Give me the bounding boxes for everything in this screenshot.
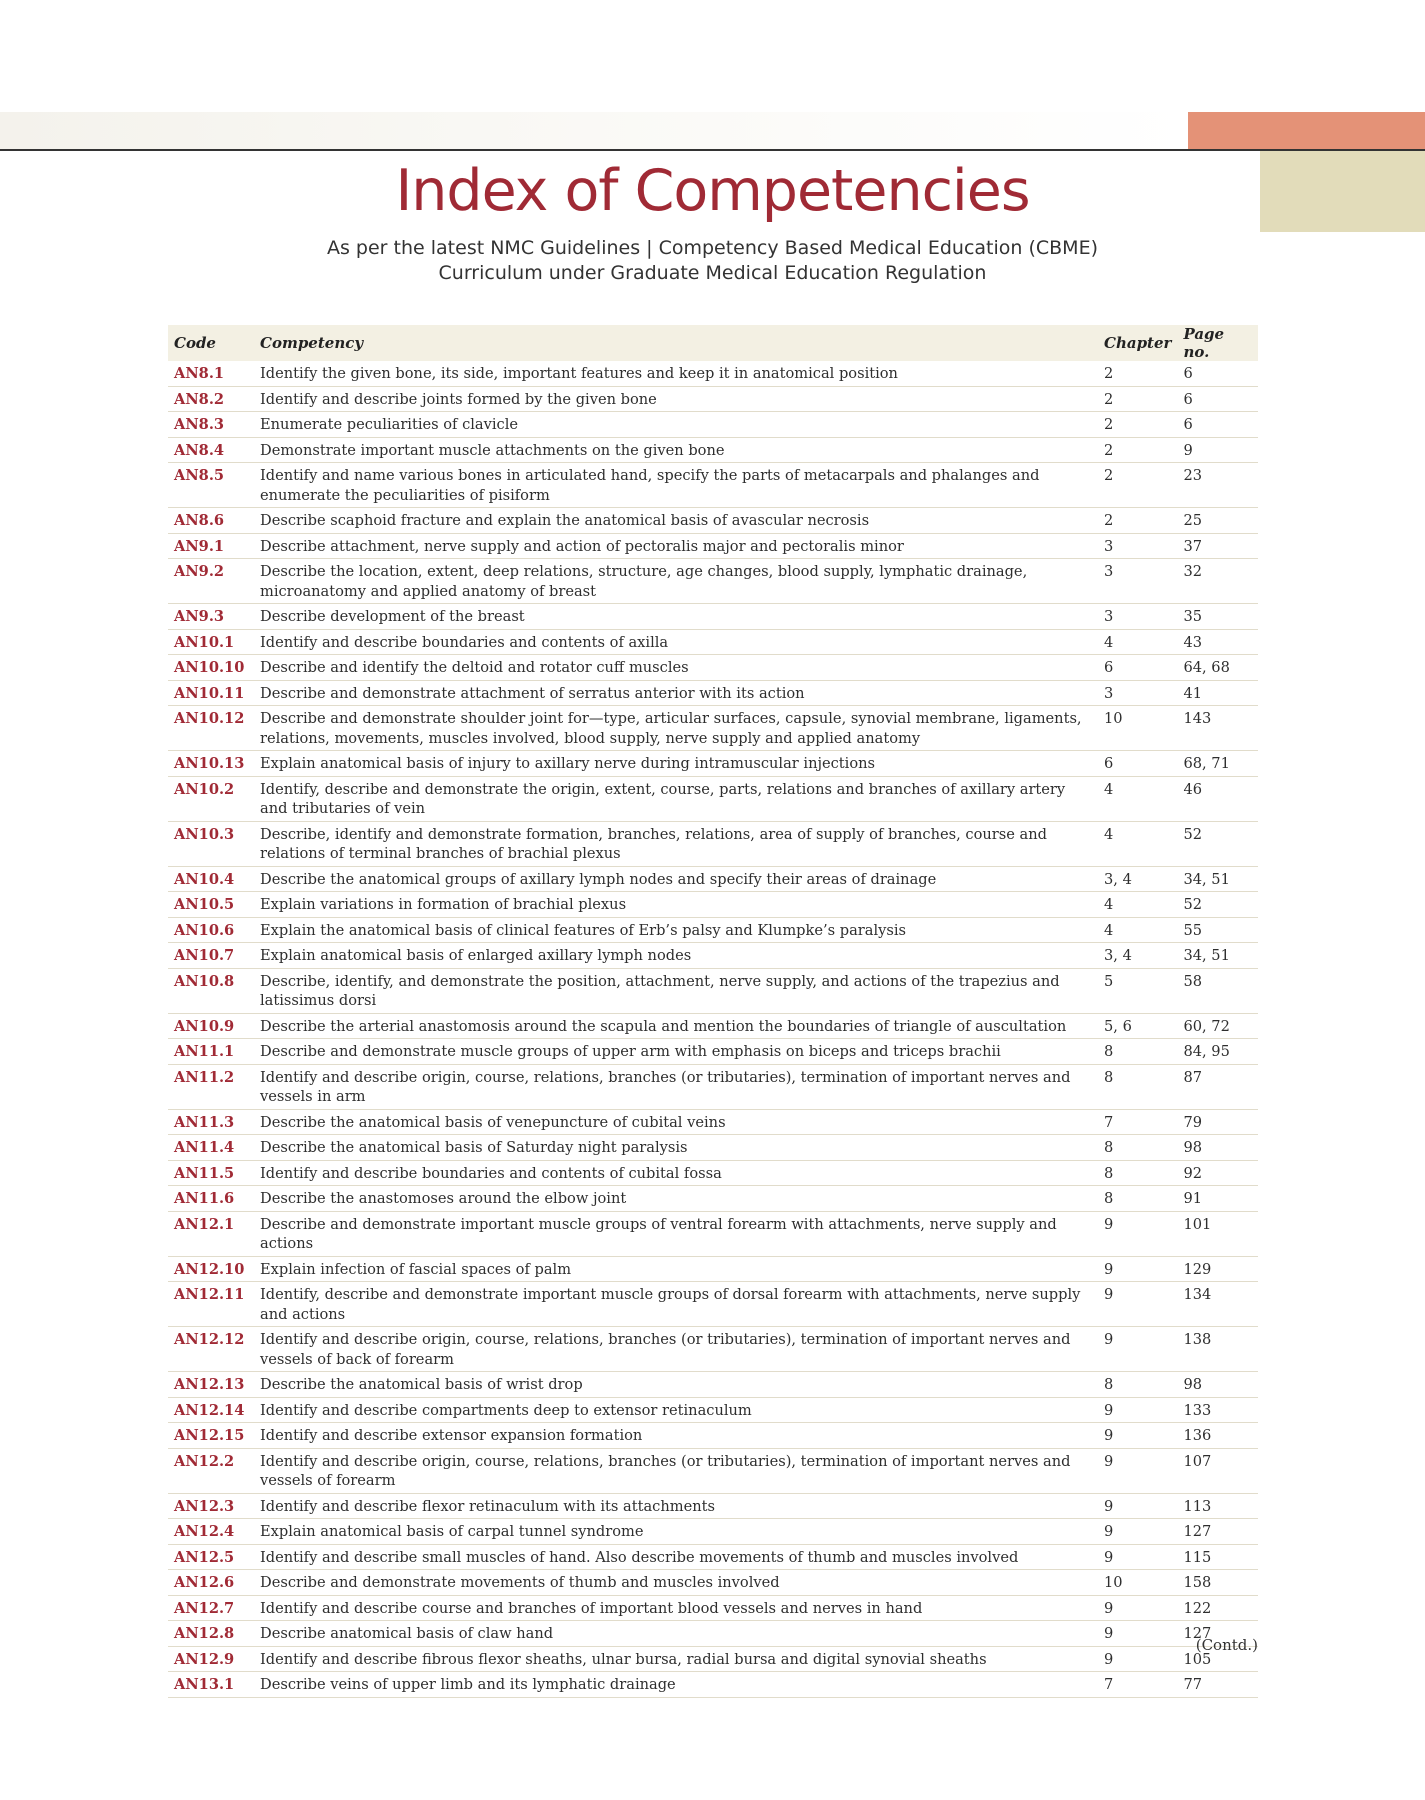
row-page: 55 (1177, 917, 1258, 943)
row-chapter: 3, 4 (1098, 866, 1177, 892)
table-row (168, 1039, 1258, 1065)
row-code: AN10.4 (168, 866, 254, 892)
row-page: 77 (1177, 1672, 1258, 1698)
row-competency: Describe the anatomical basis of venepuncture of cubital veins (254, 1109, 1098, 1135)
row-competency: Explain variations in formation of brachial plexus (254, 892, 1098, 918)
row-chapter: 9 (1098, 1595, 1177, 1621)
row-chapter: 9 (1098, 1256, 1177, 1282)
table-row (168, 1186, 1258, 1212)
row-code: AN9.2 (168, 559, 254, 604)
row-competency: Describe scaphoid fracture and explain the anatomical basis of avascular necrosis (254, 508, 1098, 534)
row-competency: Describe the arterial anastomosis around the scapula and mention the boundaries of triangle of auscultation (254, 1013, 1098, 1039)
table-row (168, 386, 1258, 412)
row-page: 127 (1177, 1519, 1258, 1545)
table-row (168, 1493, 1258, 1519)
row-code: AN10.5 (168, 892, 254, 918)
row-competency: Identify and describe joints formed by the given bone (254, 386, 1098, 412)
subtitle-line-1: As per the latest NMC Guidelines | Competency Based Medical Education (CBME) (327, 237, 1098, 259)
table-row (168, 1013, 1258, 1039)
row-competency: Explain the anatomical basis of clinical features of Erb’s palsy and Klumpke’s paralysis (254, 917, 1098, 943)
row-competency: Describe anatomical basis of claw hand (254, 1621, 1098, 1647)
table-row (168, 751, 1258, 777)
row-page: 68, 71 (1177, 751, 1258, 777)
row-code: AN11.2 (168, 1064, 254, 1109)
row-chapter: 9 (1098, 1493, 1177, 1519)
row-competency: Describe and demonstrate movements of thumb and muscles involved (254, 1570, 1098, 1596)
table-row (168, 361, 1258, 386)
row-page: 79 (1177, 1109, 1258, 1135)
table-row (168, 629, 1258, 655)
row-page: 84, 95 (1177, 1039, 1258, 1065)
row-chapter: 4 (1098, 629, 1177, 655)
table-header-row (168, 325, 1258, 361)
row-chapter: 4 (1098, 917, 1177, 943)
row-page: 91 (1177, 1186, 1258, 1212)
row-code: AN8.1 (168, 361, 254, 386)
row-page: 133 (1177, 1397, 1258, 1423)
row-competency: Describe and demonstrate shoulder joint for—type, articular surfaces, capsule, synovial membrane, ligaments, relations, movements, muscles involved, blood supply, nerve supply and applied anatomy (254, 706, 1098, 751)
row-code: AN11.4 (168, 1135, 254, 1161)
row-code: AN11.5 (168, 1160, 254, 1186)
row-competency: Identify and describe small muscles of hand. Also describe movements of thumb and muscles involved (254, 1544, 1098, 1570)
table-row (168, 1211, 1258, 1256)
row-code: AN10.1 (168, 629, 254, 655)
row-competency: Describe and identify the deltoid and rotator cuff muscles (254, 655, 1098, 681)
row-competency: Describe and demonstrate muscle groups of upper arm with emphasis on biceps and triceps brachii (254, 1039, 1098, 1065)
row-code: AN12.9 (168, 1646, 254, 1672)
competency-table (168, 325, 1258, 1698)
row-competency: Identify, describe and demonstrate the origin, extent, course, parts, relations and branches of axillary artery and tributaries of vein (254, 776, 1098, 821)
row-page: 92 (1177, 1160, 1258, 1186)
row-code: AN12.7 (168, 1595, 254, 1621)
row-chapter: 4 (1098, 776, 1177, 821)
row-chapter: 9 (1098, 1327, 1177, 1372)
row-chapter: 8 (1098, 1135, 1177, 1161)
row-code: AN12.10 (168, 1256, 254, 1282)
table-row (168, 943, 1258, 969)
row-chapter: 9 (1098, 1448, 1177, 1493)
row-code: AN8.6 (168, 508, 254, 534)
row-chapter: 4 (1098, 821, 1177, 866)
row-chapter: 9 (1098, 1397, 1177, 1423)
row-page: 6 (1177, 412, 1258, 438)
row-chapter: 9 (1098, 1544, 1177, 1570)
row-code: AN8.4 (168, 437, 254, 463)
row-competency: Describe, identify and demonstrate formation, branches, relations, area of supply of branches, course and relations of terminal branches of brachial plexus (254, 821, 1098, 866)
table-row (168, 1448, 1258, 1493)
row-code: AN12.8 (168, 1621, 254, 1647)
row-chapter: 2 (1098, 463, 1177, 508)
row-code: AN11.1 (168, 1039, 254, 1065)
table-row (168, 1423, 1258, 1449)
row-code: AN12.4 (168, 1519, 254, 1545)
row-code: AN10.7 (168, 943, 254, 969)
row-code: AN12.1 (168, 1211, 254, 1256)
row-chapter: 2 (1098, 437, 1177, 463)
row-code: AN12.3 (168, 1493, 254, 1519)
row-code: AN8.3 (168, 412, 254, 438)
row-page: 107 (1177, 1448, 1258, 1493)
table-row (168, 1372, 1258, 1398)
row-competency: Identify and describe boundaries and contents of axilla (254, 629, 1098, 655)
row-code: AN13.1 (168, 1672, 254, 1698)
row-chapter: 8 (1098, 1160, 1177, 1186)
row-code: AN12.2 (168, 1448, 254, 1493)
table-row (168, 1397, 1258, 1423)
row-chapter: 8 (1098, 1186, 1177, 1212)
row-code: AN12.14 (168, 1397, 254, 1423)
row-chapter: 2 (1098, 412, 1177, 438)
table-row (168, 821, 1258, 866)
row-chapter: 7 (1098, 1672, 1177, 1698)
row-page: 52 (1177, 821, 1258, 866)
row-page: 58 (1177, 968, 1258, 1013)
header-rule (0, 149, 1425, 151)
row-chapter: 10 (1098, 1570, 1177, 1596)
row-page: 127 (1177, 1621, 1258, 1647)
row-page: 158 (1177, 1570, 1258, 1596)
table-row (168, 412, 1258, 438)
row-chapter: 9 (1098, 1423, 1177, 1449)
row-competency: Identify the given bone, its side, important features and keep it in anatomical position (254, 361, 1098, 386)
row-chapter: 3, 4 (1098, 943, 1177, 969)
table-row (168, 1064, 1258, 1109)
row-competency: Demonstrate important muscle attachments on the given bone (254, 437, 1098, 463)
row-page: 46 (1177, 776, 1258, 821)
row-code: AN10.11 (168, 680, 254, 706)
row-chapter: 2 (1098, 508, 1177, 534)
row-competency: Identify and describe boundaries and contents of cubital fossa (254, 1160, 1098, 1186)
row-competency: Describe the anastomoses around the elbow joint (254, 1186, 1098, 1212)
row-chapter: 9 (1098, 1621, 1177, 1647)
row-page: 134 (1177, 1282, 1258, 1327)
row-chapter: 7 (1098, 1109, 1177, 1135)
table-row (168, 1135, 1258, 1161)
page-title: Index of Competencies (395, 158, 1030, 224)
row-page: 64, 68 (1177, 655, 1258, 681)
row-code: AN8.5 (168, 463, 254, 508)
row-competency: Describe the location, extent, deep relations, structure, age changes, blood supply, lymphatic drainage, microanatomy and applied anatomy of breast (254, 559, 1098, 604)
header-competency: Competency (254, 325, 1098, 361)
row-competency: Explain anatomical basis of enlarged axillary lymph nodes (254, 943, 1098, 969)
row-competency: Enumerate peculiarities of clavicle (254, 412, 1098, 438)
row-chapter: 3 (1098, 680, 1177, 706)
row-competency: Describe veins of upper limb and its lymphatic drainage (254, 1672, 1098, 1698)
row-code: AN10.3 (168, 821, 254, 866)
row-code: AN12.11 (168, 1282, 254, 1327)
table-row (168, 604, 1258, 630)
row-competency: Describe development of the breast (254, 604, 1098, 630)
row-competency: Describe and demonstrate important muscle groups of ventral forearm with attachments, nerve supply and actions (254, 1211, 1098, 1256)
row-code: AN10.10 (168, 655, 254, 681)
table-row (168, 776, 1258, 821)
row-competency: Identify and describe origin, course, relations, branches (or tributaries), termination of important nerves and vessels of back of forearm (254, 1327, 1098, 1372)
row-page: 101 (1177, 1211, 1258, 1256)
row-code: AN9.3 (168, 604, 254, 630)
row-competency: Describe the anatomical groups of axillary lymph nodes and specify their areas of drainage (254, 866, 1098, 892)
table-row (168, 1595, 1258, 1621)
row-page: 98 (1177, 1372, 1258, 1398)
header-chapter: Chapter (1098, 325, 1177, 361)
row-page: 105 (1177, 1646, 1258, 1672)
row-competency: Identify, describe and demonstrate important muscle groups of dorsal forearm with attachments, nerve supply and actions (254, 1282, 1098, 1327)
row-competency: Describe and demonstrate attachment of serratus anterior with its action (254, 680, 1098, 706)
row-code: AN12.13 (168, 1372, 254, 1398)
row-chapter: 9 (1098, 1211, 1177, 1256)
row-code: AN11.3 (168, 1109, 254, 1135)
row-competency: Identify and describe compartments deep to extensor retinaculum (254, 1397, 1098, 1423)
row-page: 25 (1177, 508, 1258, 534)
row-code: AN11.6 (168, 1186, 254, 1212)
table-row (168, 559, 1258, 604)
table-row (168, 508, 1258, 534)
row-page: 60, 72 (1177, 1013, 1258, 1039)
row-chapter: 2 (1098, 386, 1177, 412)
table-row (168, 968, 1258, 1013)
row-competency: Identify and describe fibrous flexor sheaths, ulnar bursa, radial bursa and digital synovial sheaths (254, 1646, 1098, 1672)
row-code: AN10.9 (168, 1013, 254, 1039)
row-page: 34, 51 (1177, 866, 1258, 892)
row-code: AN12.6 (168, 1570, 254, 1596)
row-chapter: 6 (1098, 751, 1177, 777)
row-chapter: 9 (1098, 1519, 1177, 1545)
row-competency: Explain anatomical basis of carpal tunnel syndrome (254, 1519, 1098, 1545)
row-page: 113 (1177, 1493, 1258, 1519)
row-page: 138 (1177, 1327, 1258, 1372)
table-body (168, 361, 1258, 1697)
row-competency: Identify and name various bones in articulated hand, specify the parts of metacarpals and phalanges and enumerate the peculiarities of pisiform (254, 463, 1098, 508)
table-row (168, 1109, 1258, 1135)
row-chapter: 9 (1098, 1646, 1177, 1672)
row-page: 6 (1177, 386, 1258, 412)
row-page: 122 (1177, 1595, 1258, 1621)
table-row (168, 1160, 1258, 1186)
row-code: AN9.1 (168, 533, 254, 559)
competency-table-wrapper (168, 325, 1258, 1698)
row-page: 52 (1177, 892, 1258, 918)
row-competency: Describe, identify, and demonstrate the position, attachment, nerve supply, and actions of the trapezius and latissimus dorsi (254, 968, 1098, 1013)
row-code: AN12.5 (168, 1544, 254, 1570)
row-competency: Identify and describe course and branches of important blood vessels and nerves in hand (254, 1595, 1098, 1621)
row-page: 6 (1177, 361, 1258, 386)
row-competency: Explain infection of fascial spaces of palm (254, 1256, 1098, 1282)
row-competency: Identify and describe origin, course, relations, branches (or tributaries), termination of important nerves and vessels in arm (254, 1064, 1098, 1109)
row-code: AN10.2 (168, 776, 254, 821)
row-chapter: 5 (1098, 968, 1177, 1013)
row-page: 98 (1177, 1135, 1258, 1161)
table-row (168, 680, 1258, 706)
row-code: AN8.2 (168, 386, 254, 412)
row-chapter: 3 (1098, 533, 1177, 559)
table-row (168, 533, 1258, 559)
table-row (168, 1519, 1258, 1545)
row-page: 32 (1177, 559, 1258, 604)
row-chapter: 3 (1098, 559, 1177, 604)
row-competency: Describe the anatomical basis of wrist drop (254, 1372, 1098, 1398)
table-row (168, 1570, 1258, 1596)
row-code: AN10.6 (168, 917, 254, 943)
header-code: Code (168, 325, 254, 361)
row-page: 41 (1177, 680, 1258, 706)
row-chapter: 5, 6 (1098, 1013, 1177, 1039)
row-competency: Describe attachment, nerve supply and action of pectoralis major and pectoralis minor (254, 533, 1098, 559)
table-row (168, 655, 1258, 681)
table-row (168, 1256, 1258, 1282)
row-code: AN10.12 (168, 706, 254, 751)
table-row (168, 1672, 1258, 1698)
row-chapter: 8 (1098, 1064, 1177, 1109)
row-chapter: 8 (1098, 1372, 1177, 1398)
table-row (168, 917, 1258, 943)
row-chapter: 4 (1098, 892, 1177, 918)
row-code: AN12.15 (168, 1423, 254, 1449)
table-row (168, 892, 1258, 918)
row-chapter: 8 (1098, 1039, 1177, 1065)
table-row (168, 706, 1258, 751)
row-chapter: 2 (1098, 361, 1177, 386)
row-chapter: 3 (1098, 604, 1177, 630)
row-competency: Identify and describe origin, course, relations, branches (or tributaries), termination of important nerves and vessels of forearm (254, 1448, 1098, 1493)
table-row (168, 866, 1258, 892)
row-competency: Explain anatomical basis of injury to axillary nerve during intramuscular injections (254, 751, 1098, 777)
row-chapter: 9 (1098, 1282, 1177, 1327)
row-page: 37 (1177, 533, 1258, 559)
row-competency: Describe the anatomical basis of Saturday night paralysis (254, 1135, 1098, 1161)
row-competency: Identify and describe flexor retinaculum with its attachments (254, 1493, 1098, 1519)
table-row (168, 1544, 1258, 1570)
row-code: AN10.8 (168, 968, 254, 1013)
row-page: 23 (1177, 463, 1258, 508)
continued-note: (Contd.) (1195, 1636, 1258, 1654)
table-row (168, 1282, 1258, 1327)
table-row (168, 437, 1258, 463)
table-row (168, 1327, 1258, 1372)
subtitle-line-2: Curriculum under Graduate Medical Education Regulation (438, 262, 987, 284)
row-page: 9 (1177, 437, 1258, 463)
row-chapter: 10 (1098, 706, 1177, 751)
header-page: Page no. (1177, 325, 1258, 361)
table-row (168, 463, 1258, 508)
corner-accent-block (1188, 112, 1425, 149)
row-page: 136 (1177, 1423, 1258, 1449)
row-page: 43 (1177, 629, 1258, 655)
row-page: 129 (1177, 1256, 1258, 1282)
row-code: AN10.13 (168, 751, 254, 777)
row-chapter: 6 (1098, 655, 1177, 681)
header-band (0, 112, 1188, 149)
row-competency: Identify and describe extensor expansion formation (254, 1423, 1098, 1449)
row-page: 35 (1177, 604, 1258, 630)
row-page: 34, 51 (1177, 943, 1258, 969)
row-page: 143 (1177, 706, 1258, 751)
row-page: 87 (1177, 1064, 1258, 1109)
row-page: 115 (1177, 1544, 1258, 1570)
row-code: AN12.12 (168, 1327, 254, 1372)
